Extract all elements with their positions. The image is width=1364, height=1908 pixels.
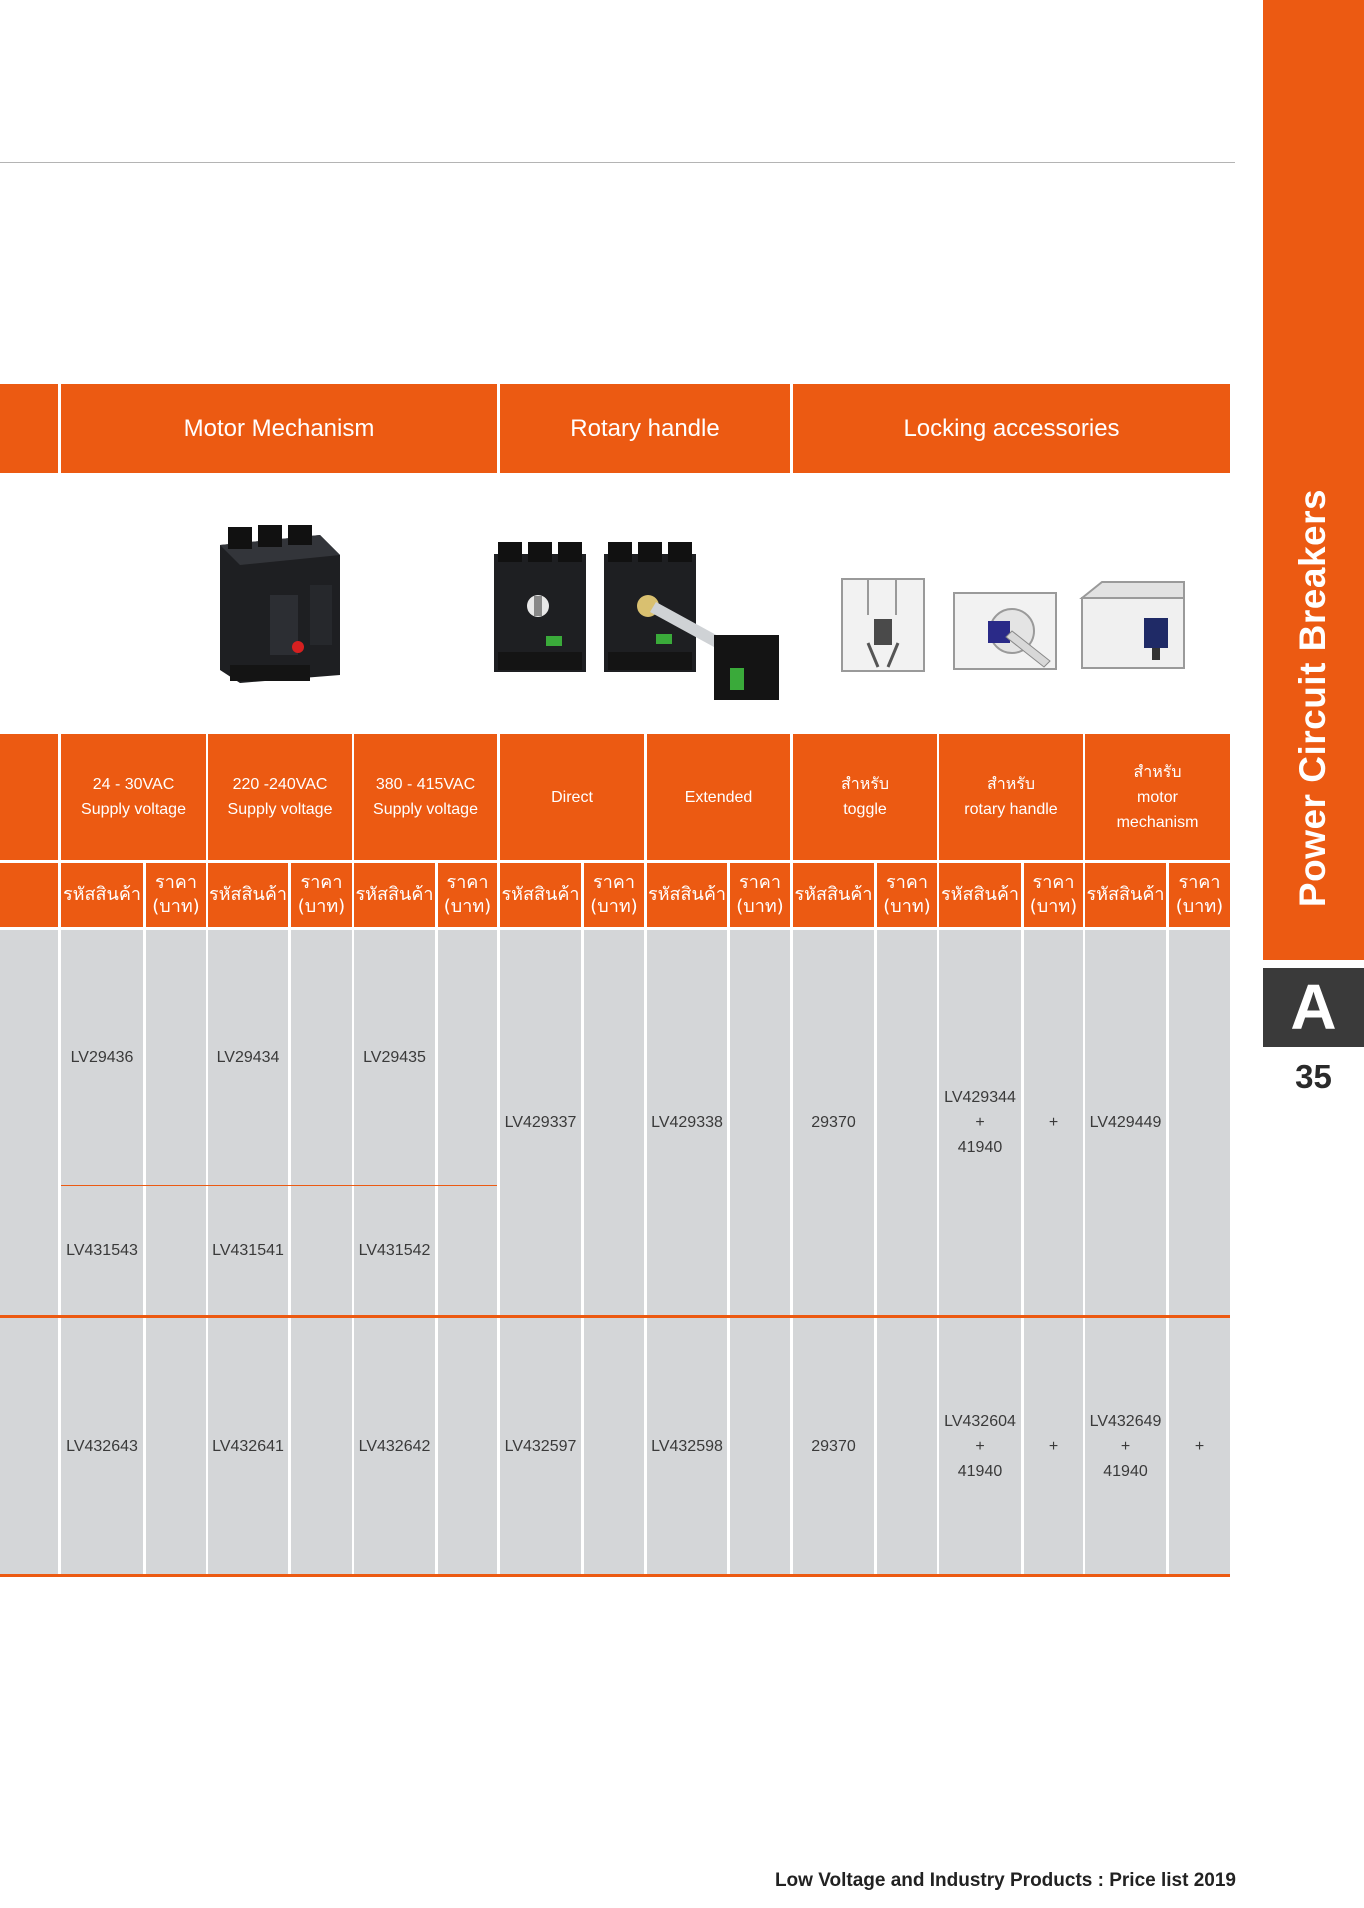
label-price: ราคา (บาท)	[877, 863, 937, 927]
label-price: ราคา (บาท)	[438, 863, 497, 927]
label-code: รหัสสินค้า	[354, 863, 435, 927]
label-code: รหัสสินค้า	[1085, 863, 1166, 927]
code-cell: LV431542	[354, 1186, 435, 1315]
code-cell: LV432604 + 41940	[939, 1318, 1021, 1574]
label-price: ราคา (บาท)	[1024, 863, 1083, 927]
code-cell: LV29435	[354, 930, 435, 1185]
group-rotary-handle: Rotary handle	[500, 384, 790, 473]
motor-mechanism-photo	[210, 525, 350, 685]
price-cell	[730, 1318, 790, 1574]
row-label-blank	[0, 1318, 58, 1574]
price-cell	[438, 1186, 497, 1315]
group-motor-mechanism: Motor Mechanism	[61, 384, 497, 473]
col-header-rotary-handle: สำหรับ rotary handle	[939, 734, 1083, 860]
table-bottom-rule	[0, 1574, 1230, 1577]
price-cell	[877, 930, 937, 1315]
label-price: ราคา (บาท)	[584, 863, 644, 927]
label-code: รหัสสินค้า	[208, 863, 288, 927]
price-cell	[877, 1318, 937, 1574]
price-cell	[291, 1318, 352, 1574]
col-header-motor-mechanism: สำหรับ motor mechanism	[1085, 734, 1230, 860]
col-header-24-30vac: 24 - 30VAC Supply voltage	[61, 734, 206, 860]
code-cell: LV432642	[354, 1318, 435, 1574]
col-header-extended: Extended	[647, 734, 790, 860]
header-blank	[0, 384, 58, 473]
col-header-380-415vac: 380 - 415VAC Supply voltage	[354, 734, 497, 860]
label-price: ราคา (บาท)	[1169, 863, 1230, 927]
price-cell	[584, 1318, 644, 1574]
price-cell	[584, 930, 644, 1315]
label-code: รหัสสินค้า	[500, 863, 581, 927]
code-cell: LV432641	[208, 1318, 288, 1574]
group-locking-accessories: Locking accessories	[793, 384, 1230, 473]
motor-mechanism-lock-photo	[1078, 578, 1188, 673]
price-cell	[1169, 930, 1230, 1315]
price-cell	[730, 930, 790, 1315]
code-cell: LV432643	[61, 1318, 143, 1574]
col-header-direct: Direct	[500, 734, 644, 860]
price-cell	[146, 930, 206, 1185]
side-tab-title: Power Circuit Breakers	[1292, 488, 1333, 908]
toggle-lock-photo	[838, 575, 928, 675]
price-cell	[291, 930, 352, 1185]
code-cell: LV429338	[647, 930, 727, 1315]
rotary-handle-direct-photo	[490, 540, 590, 675]
code-cell: LV29434	[208, 930, 288, 1185]
price-cell	[291, 1186, 352, 1315]
footer-title: Low Voltage and Industry Products : Price list 2019	[774, 1870, 1236, 1891]
page-number: 35	[1295, 1058, 1332, 1095]
label-code: รหัสสินค้า	[939, 863, 1021, 927]
subheader-blank	[0, 734, 58, 860]
price-cell: +	[1024, 930, 1083, 1315]
label-code: รหัสสินค้า	[61, 863, 143, 927]
row-label-blank	[0, 930, 58, 1315]
price-cell: +	[1169, 1318, 1230, 1574]
label-code: รหัสสินค้า	[647, 863, 727, 927]
label-price: ราคา (บาท)	[146, 863, 206, 927]
code-cell: LV432598	[647, 1318, 727, 1574]
rotary-handle-lock-photo	[950, 583, 1060, 673]
label-blank	[0, 863, 58, 927]
code-cell: LV429337	[500, 930, 581, 1315]
code-cell: LV429344 + 41940	[939, 930, 1021, 1315]
price-cell	[438, 1318, 497, 1574]
price-cell	[146, 1186, 206, 1315]
top-divider	[0, 162, 1235, 163]
code-cell: LV431543	[61, 1186, 143, 1315]
price-cell: +	[1024, 1318, 1083, 1574]
col-header-220-240vac: 220 -240VAC Supply voltage	[208, 734, 352, 860]
label-price: ราคา (บาท)	[730, 863, 790, 927]
code-cell: LV429449	[1085, 930, 1166, 1315]
col-header-toggle: สำหรับ toggle	[793, 734, 937, 860]
price-cell	[438, 930, 497, 1185]
label-price: ราคา (บาท)	[291, 863, 352, 927]
label-code: รหัสสินค้า	[793, 863, 874, 927]
code-cell: 29370	[793, 1318, 874, 1574]
rotary-handle-extended-photo	[602, 540, 782, 705]
code-cell: 29370	[793, 930, 874, 1315]
price-cell	[146, 1318, 206, 1574]
section-letter: A	[1263, 968, 1364, 1047]
code-cell: LV432649 + 41940	[1085, 1318, 1166, 1574]
code-cell: LV29436	[61, 930, 143, 1185]
code-cell: LV431541	[208, 1186, 288, 1315]
code-cell: LV432597	[500, 1318, 581, 1574]
